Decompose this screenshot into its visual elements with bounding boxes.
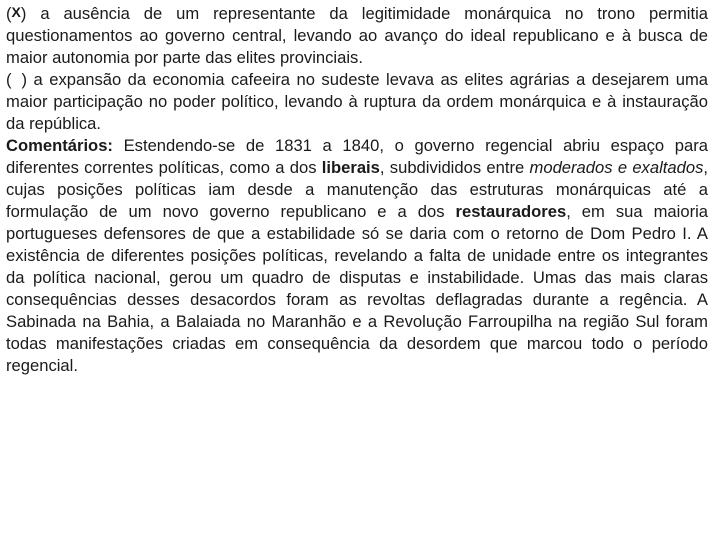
comment-term-liberais: liberais: [321, 158, 380, 177]
option-2-text: a expansão da economia cafeeira no sudeste levava as elites agrárias a desejarem uma maior participação no poder político, levando à ruptura da ordem monárquica e à instauração da república.: [6, 70, 708, 133]
option-1-close-paren: ): [20, 4, 27, 23]
answer-option-2: [6, 69, 708, 135]
option-1-check-mark: X: [11, 4, 21, 20]
answer-option-1: [6, 3, 708, 69]
comment-part-1: Estendendo-se de 1831 a 1840, o governo regencial abriu espaço para diferentes correntes políticas, como a dos: [6, 136, 708, 177]
option-2-open-paren: (: [6, 70, 12, 89]
comment-label: Comentários:: [6, 136, 113, 155]
comment-term-restauradores: restauradores: [455, 202, 567, 221]
option-1-open-paren: (: [6, 4, 12, 23]
comment-part-4: , em sua maioria portugueses defensores de que a estabilidade só se daria com o retorno de Dom Pedro I. A existência de diferentes posições políticas, revelando a falta de unidade entre os integrantes da política nacional, gerou um quadro de disputas e instabilidade. Umas das mais claras consequências desses desacordos foram as revoltas deflagradas durante a regência. A Sabinada na Bahia, a Balaiada no Maranhão e a Revolução Farroupilha na região Sul foram todas manifestações criadas em consequência da desordem que marcou todo o período regencial.: [6, 202, 709, 375]
option-1-text: a ausência de um representante da legitimidade monárquica no trono permitia questionamentos ao governo central, levando ao avanço do ideal republicano e à busca de maior autonomia por parte das elites provinciais.: [6, 4, 708, 67]
option-2-close-paren: ): [21, 70, 28, 89]
comment-part-2: , subdivididos entre: [379, 158, 530, 177]
comment-term-moderados: moderados e exaltados: [529, 158, 704, 177]
comment-paragraph: [6, 135, 708, 377]
document-body: [6, 3, 708, 377]
comment-part-3: , cujas posições políticas iam desde a manutenção das estruturas monárquicas até a formulação de um novo governo republicano e a dos: [6, 158, 708, 221]
